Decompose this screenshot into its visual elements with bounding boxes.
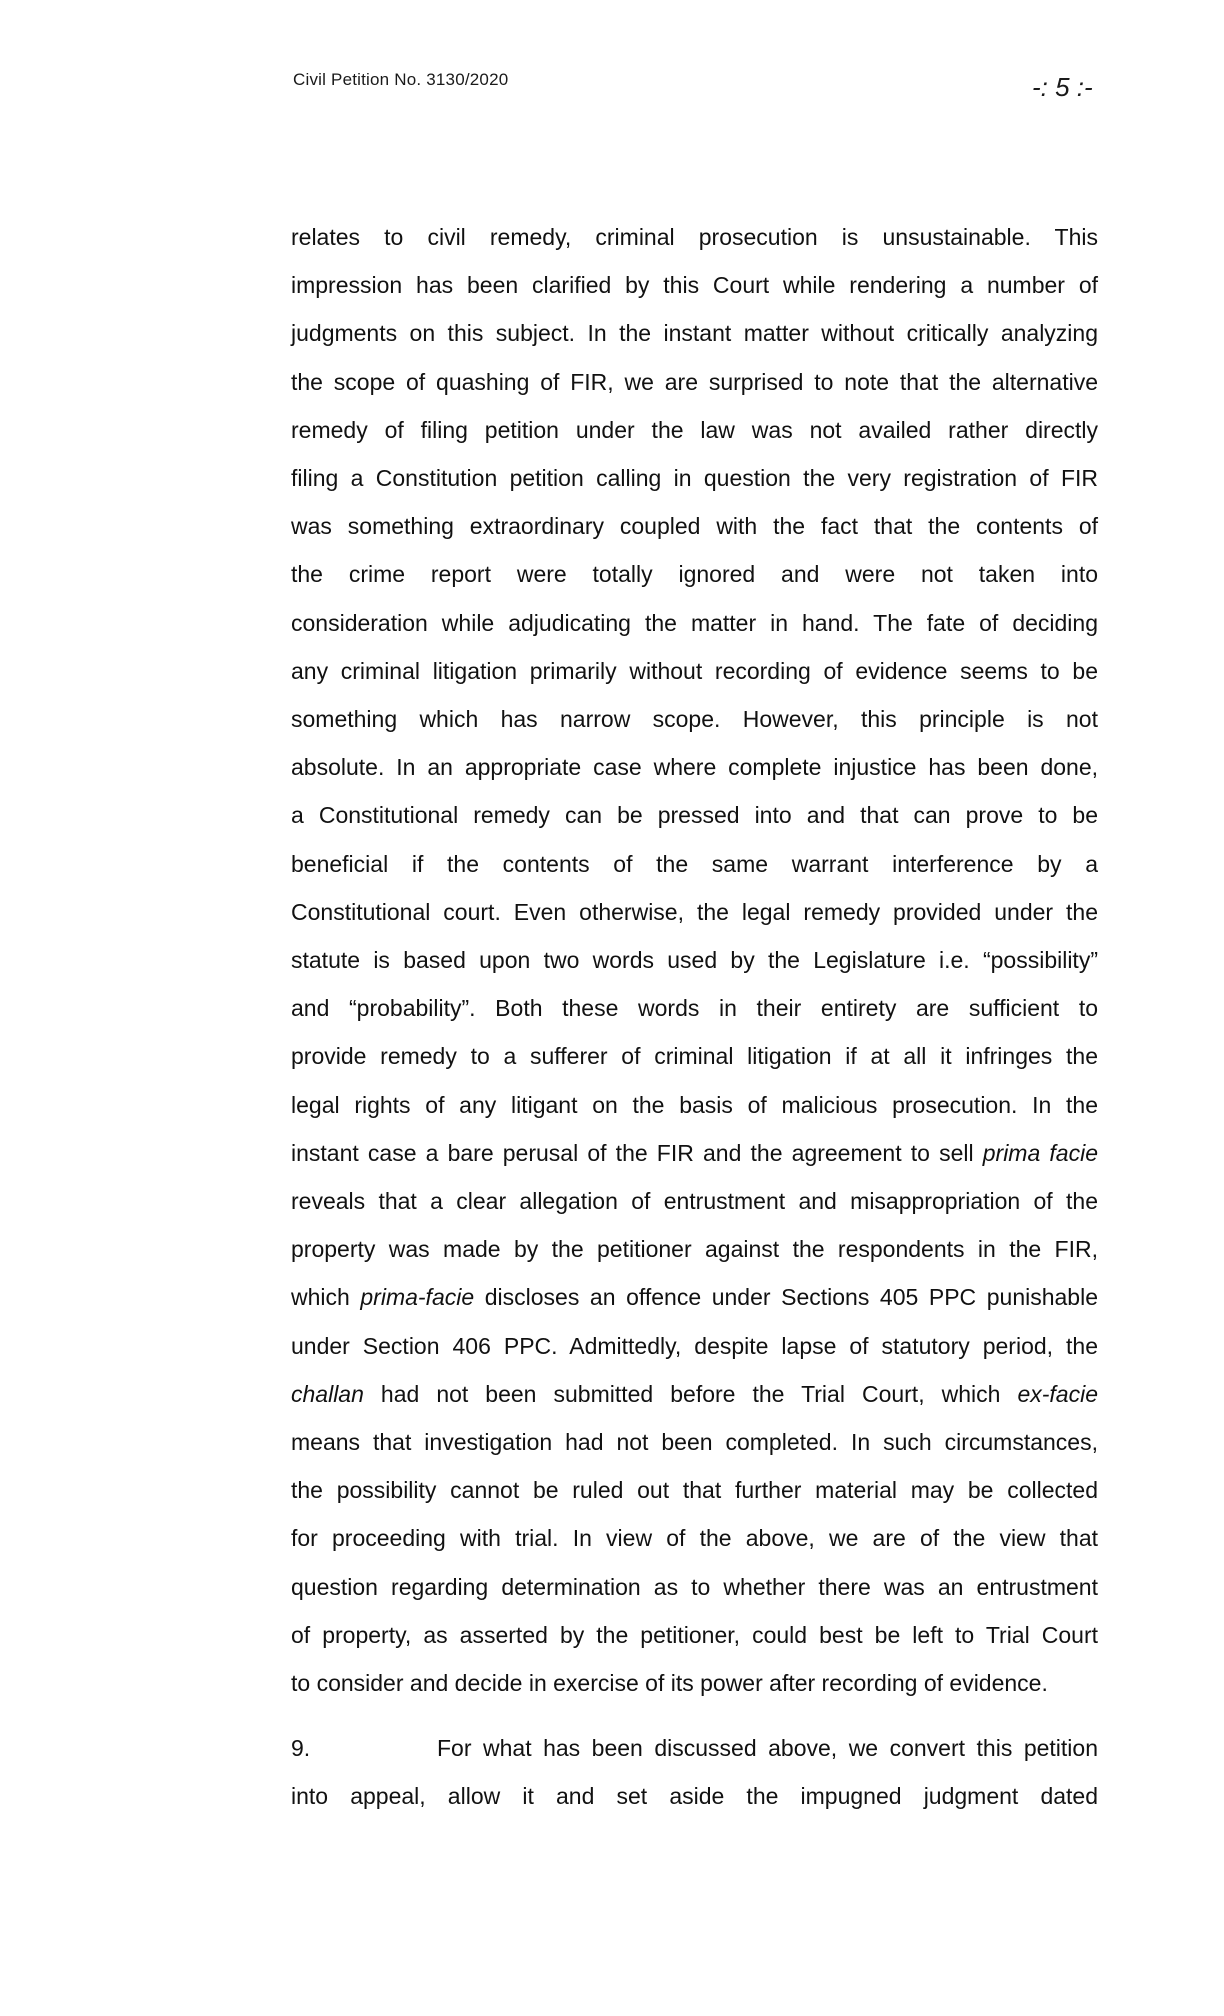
text-line: and “probability”. Both these words in their entirety are sufficient to (291, 995, 1098, 1022)
page-number: -: 5 :- (1032, 72, 1093, 102)
text-line: something which has narrow scope. However, this principle is not (291, 706, 1098, 733)
paragraph-9-first-line (291, 1724, 1098, 1772)
text-line: any criminal litigation primarily without recording of evidence seems to be (291, 657, 1098, 684)
text-line: to consider and decide in exercise of its power after recording of evidence. (291, 1670, 1048, 1697)
text-line (291, 1370, 1098, 1418)
text-segment: instant case a bare perusal of the FIR and the agreement to sell (291, 1139, 983, 1166)
text-segment: discloses an offence under Sections 405 PPC punishable (474, 1284, 1098, 1311)
text-line: relates to civil remedy, criminal prosecution is unsustainable. This (291, 224, 1098, 250)
text-line: impression has been clarified by this Court while rendering a number of (291, 272, 1098, 299)
text-line: legal rights of any litigant on the basis of malicious prosecution. In the (291, 1091, 1098, 1118)
text-line: For what has been discussed above, we convert this petition (437, 1735, 1098, 1761)
text-line: beneficial if the contents of the same warrant interference by a (291, 850, 1098, 877)
judgment-paragraph (291, 213, 1098, 1707)
paragraph-9 (291, 1724, 1098, 1820)
text-segment: which (291, 1284, 361, 1311)
text-line: a Constitutional remedy can be pressed into and that can prove to be (291, 802, 1098, 829)
text-line: remedy of filing petition under the law was not availed rather directly (291, 416, 1098, 443)
text-line: reveals that a clear allegation of entrustment and misappropriation of the (291, 1188, 1098, 1215)
text-line: the crime report were totally ignored and were not taken into (291, 561, 1098, 588)
text-line: the scope of quashing of FIR, we are surprised to note that the alternative (291, 368, 1098, 395)
italic-term: ex-facie (1017, 1380, 1098, 1407)
italic-term: prima facie (982, 1139, 1098, 1166)
text-line: means that investigation had not been completed. In such circumstances, (291, 1429, 1098, 1456)
text-segment: had not been submitted before the Trial Court, which (363, 1380, 1018, 1407)
text-line: filing a Constitution petition calling in question the very registration of FIR (291, 465, 1098, 492)
text-line: for proceeding with trial. In view of the above, we are of the view that (291, 1525, 1098, 1552)
text-line: property was made by the petitioner against the respondents in the FIR, (291, 1236, 1098, 1263)
text-line: consideration while adjudicating the matter in hand. The fate of deciding (291, 609, 1098, 636)
text-line: was something extraordinary coupled with the fact that the contents of (291, 513, 1098, 540)
case-number-header: Civil Petition No. 3130/2020 (293, 70, 509, 89)
text-line: into appeal, allow it and set aside the impugned judgment dated (291, 1783, 1098, 1810)
text-line: the possibility cannot be ruled out that further material may be collected (291, 1477, 1098, 1504)
text-line: statute is based upon two words used by the Legislature i.e. “possibility” (291, 947, 1098, 974)
text-line: Constitutional court. Even otherwise, the legal remedy provided under the (291, 898, 1098, 925)
text-line: provide remedy to a sufferer of criminal litigation if at all it infringes the (291, 1043, 1098, 1070)
italic-term: prima-facie (360, 1284, 475, 1311)
text-line (291, 1129, 1098, 1177)
text-line: question regarding determination as to whether there was an entrustment (291, 1573, 1098, 1600)
text-line: judgments on this subject. In the instant matter without critically analyzing (291, 320, 1098, 347)
text-line (291, 1273, 1098, 1321)
text-line: of property, as asserted by the petitioner, could best be left to Trial Court (291, 1621, 1098, 1648)
text-line: under Section 406 PPC. Admittedly, despite lapse of statutory period, the (291, 1332, 1098, 1359)
text-line: absolute. In an appropriate case where complete injustice has been done, (291, 754, 1098, 781)
paragraph-number: 9. (291, 1735, 311, 1761)
italic-term: challan (291, 1380, 364, 1407)
